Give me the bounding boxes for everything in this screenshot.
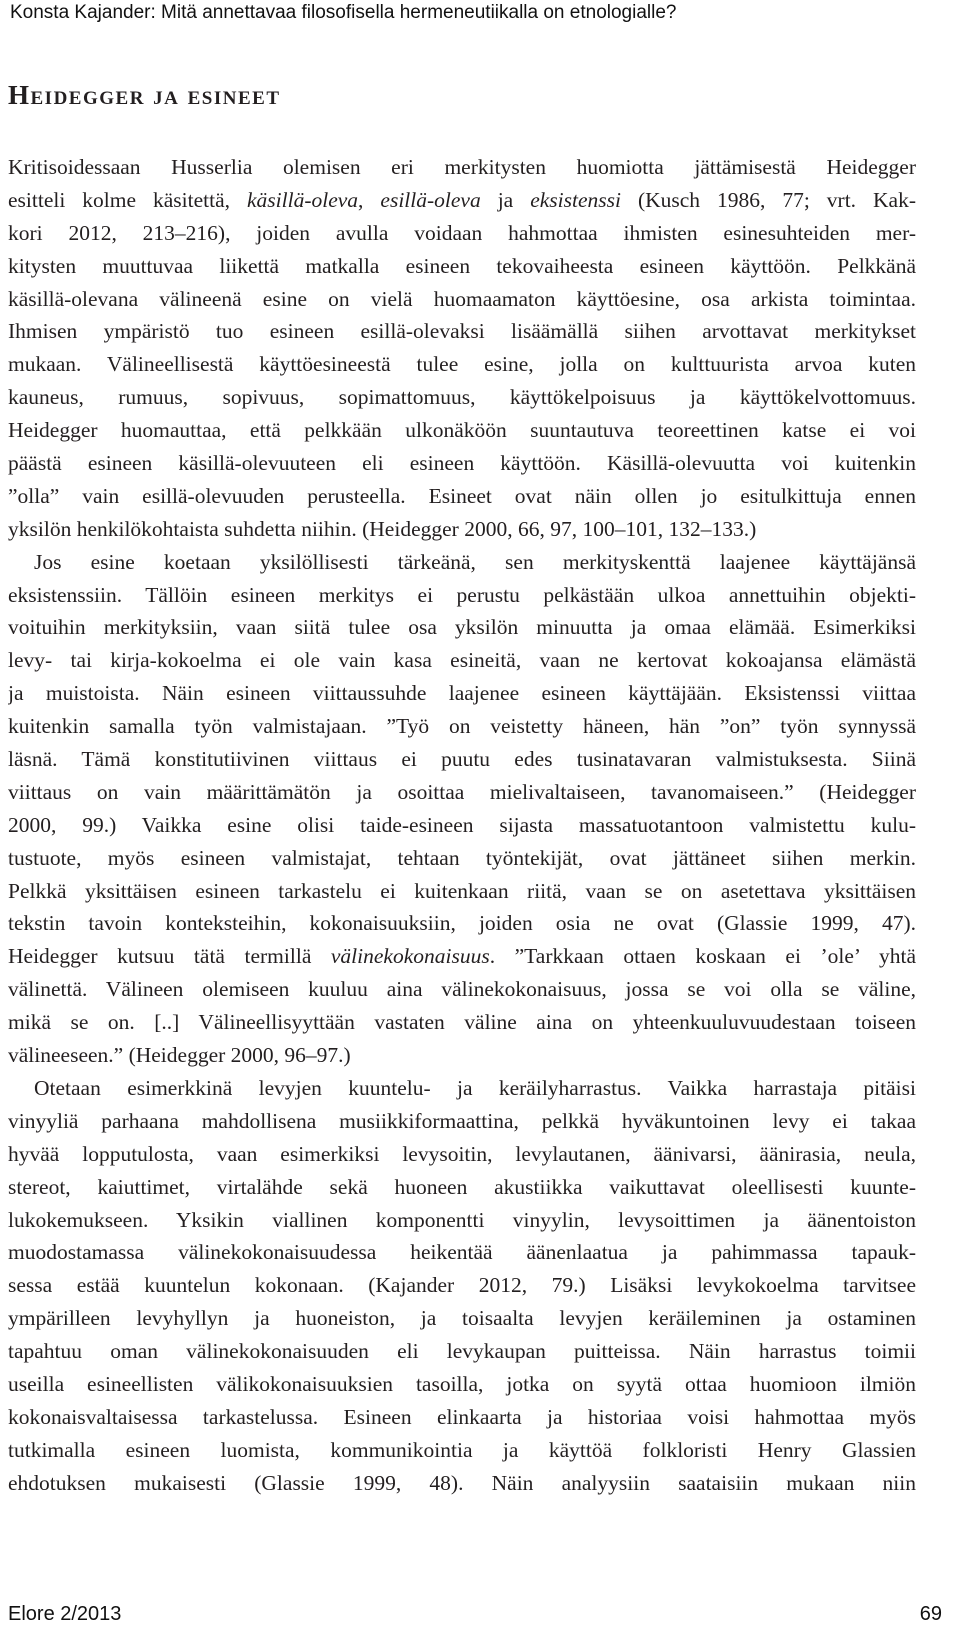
paragraph-line: levy- tai kirja-kokoelma ei ole vain kasa esineitä, vaan ne kertovat kokoajansa elämästä — [8, 648, 916, 673]
paragraph-line: viittaus on vain määrittämätön ja osoittaa mielivaltaiseen, tavanomaiseen.” (Heidegger — [8, 779, 916, 804]
italic-term: käsillä-oleva — [246, 187, 359, 212]
paragraph-line: Pelkkä yksittäisen esineen tarkastelu ei kuitenkaan riitä, vaan se on asetettava yksittäisen — [8, 878, 916, 903]
paragraph-line: tutkimalla esineen luomista, kommunikointia ja käyttöä folkloristi Henry Glassien — [8, 1437, 916, 1462]
paragraph-line: Jos esine koetaan yksilöllisesti tärkeänä, sen merkityskenttä laajenee käyttäjänsä — [34, 549, 916, 574]
paragraph-line: mikä se on. [..] Välineellisyyttään vastaten väline aina on yhteenkuuluvuudestaan toiseen — [8, 1010, 916, 1035]
paragraph-line: Otetaan esimerkkinä levyjen kuuntelu- ja keräilyharrastus. Vaikka harrastaja pitäisi — [34, 1075, 916, 1100]
paragraph-line: kitysten muuttuvaa liikettä matkalla esineen tekovaiheesta esineen käyttöön. Pelkkänä — [8, 253, 916, 278]
paragraph-line: Heidegger kutsuu tätä termillä välinekokonaisuus. ”Tarkkaan ottaen koskaan ei ’ole’ yhtä — [8, 944, 916, 969]
paragraph-line: käsillä-olevana välineenä esine on vielä huomaamaton käyttöesine, osa arkista toimintaa. — [8, 286, 916, 311]
running-header: Konsta Kajander: Mitä annettavaa filosofisella hermeneutiikalla on etnologialle? — [10, 2, 677, 23]
paragraph-line: kori 2012, 213–216), joiden avulla voidaan hahmottaa ihmisten esinesuhteiden mer- — [8, 220, 916, 245]
italic-term: eksistenssi — [530, 187, 621, 212]
paragraph-line: kokonaisvaltaisessa tarkastelussa. Esineen elinkaarta ja historiaa voisi hahmottaa myös — [8, 1404, 916, 1429]
paragraph-line: tekstin tavoin konteksteihin, kokonaisuuksiin, joiden osia ne ovat (Glassie 1999, 47). — [8, 911, 916, 936]
paragraph-line: välinettä. Välineen olemiseen kuuluu aina välinekokonaisuus, jossa se voi olla se väline, — [8, 977, 916, 1002]
paragraph-line: tustuote, myös esineen valmistajat, tehtaan työntekijät, ovat jättäneet siihen merkin. — [8, 845, 916, 870]
italic-term: välinekokonaisuus — [330, 944, 490, 969]
paragraph-line: muodostamassa välinekokonaisuudessa heikentää äänenlaatua ja pahimmassa tapauk- — [8, 1240, 916, 1265]
paragraph-line: Ihmisen ympäristö tuo esineen esillä-olevaksi lisäämällä siihen arvottavat merkitykset — [8, 319, 916, 344]
footer-journal: Elore 2/2013 — [8, 1603, 122, 1625]
paragraph-line: esitteli kolme käsitettä, käsillä-oleva, esillä-oleva ja eksistenssi (Kusch 1986, 77; vrt. Kak- — [8, 187, 916, 212]
italic-term: esillä-oleva — [380, 187, 481, 212]
paragraph-line: välineeseen.” (Heidegger 2000, 96–97.) — [8, 1043, 351, 1068]
paragraph-line: kuitenkin samalla työn valmistajaan. ”Työ on veistetty häneen, hän ”on” työn synnyssä — [8, 714, 916, 739]
paragraph-line: kauneus, rumuus, sopivuus, sopimattomuus, käyttökelpoisuus ja käyttökelvottomuus. — [8, 385, 916, 410]
paragraph-line: hyvää lopputulosta, vaan esimerkiksi levysoitin, levylautanen, äänivarsi, äänirasia, neula, — [8, 1141, 916, 1166]
paragraph-line: Heidegger huomauttaa, että pelkkään ulkonäköön suuntautuva teoreettinen katse ei voi — [8, 418, 916, 443]
section-heading: Heidegger ja esineet — [8, 80, 281, 110]
paragraph-line: stereot, kaiuttimet, virtalähde sekä huoneen akustiikka vaikuttavat oleellisesti kuunte- — [8, 1174, 916, 1199]
paragraph-line: ympärilleen levyhyllyn ja huoneiston, ja toisaalta levyjen keräileminen ja ostaminen — [8, 1306, 916, 1331]
paragraph-line: sessa estää kuuntelun kokonaan. (Kajander 2012, 79.) Lisäksi levykokoelma tarvitsee — [8, 1273, 916, 1298]
paragraph-line: läsnä. Tämä konstitutiivinen viittaus ei puutu edes tusinatavaran valmistuksesta. Siinä — [8, 747, 916, 772]
paragraph-line: lukokemukseen. Yksikin viallinen komponentti vinyylin, levysoittimen ja äänentoiston — [8, 1207, 916, 1232]
paragraph-line: vinyyliä parhaana mahdollisena musiikkiformaattina, pelkkä hyväkuntoinen levy ei takaa — [8, 1108, 916, 1133]
paragraph-line: ehdotuksen mukaisesti (Glassie 1999, 48). Näin analyysiin saataisiin mukaan niin — [8, 1470, 916, 1495]
paragraph-line: mukaan. Välineellisestä käyttöesineestä tulee esine, jolla on kulttuurista arvoa kuten — [8, 352, 916, 377]
paragraph-line: voituihin merkityksiin, vaan siitä tulee osa yksilön minuutta ja omaa elämää. Esimerkiksi — [8, 615, 916, 640]
paragraph-line: ”olla” vain esillä-olevuuden perusteella. Esineet ovat näin ollen jo esitulkittuja ennen — [8, 483, 916, 508]
footer-page-number: 69 — [919, 1603, 942, 1625]
paragraph-line: eksistenssiin. Tällöin esineen merkitys ei perustu pelkästään ulkoa annettuihin objekti- — [8, 582, 916, 607]
paragraph-line: ja muistoista. Näin esineen viittaussuhde laajenee esineen käyttäjään. Eksistenssi viittaa — [8, 681, 916, 706]
paragraph-line: Kritisoidessaan Husserlia olemisen eri merkitysten huomiotta jättämisestä Heidegger — [8, 155, 916, 179]
paragraph-line: 2000, 99.) Vaikka esine olisi taide-esineen sijasta massatuotantoon valmistettu kulu- — [8, 812, 916, 837]
paragraph-line: tapahtuu oman välinekokonaisuuden eli levykaupan puitteissa. Näin harrastus toimii — [8, 1339, 916, 1364]
paragraph-line: päästä esineen käsillä-olevuuteen eli esineen käyttöön. Käsillä-olevuutta voi kuitenkin — [8, 451, 916, 476]
paragraph-line: useilla esineellisten välikokonaisuuksien tasoilla, jotka on syytä ottaa huomioon ilmiön — [8, 1371, 916, 1396]
paragraph-line: yksilön henkilökohtaista suhdetta niihin. (Heidegger 2000, 66, 97, 100–101, 132–133.) — [8, 516, 757, 541]
body-text — [8, 151, 916, 1500]
